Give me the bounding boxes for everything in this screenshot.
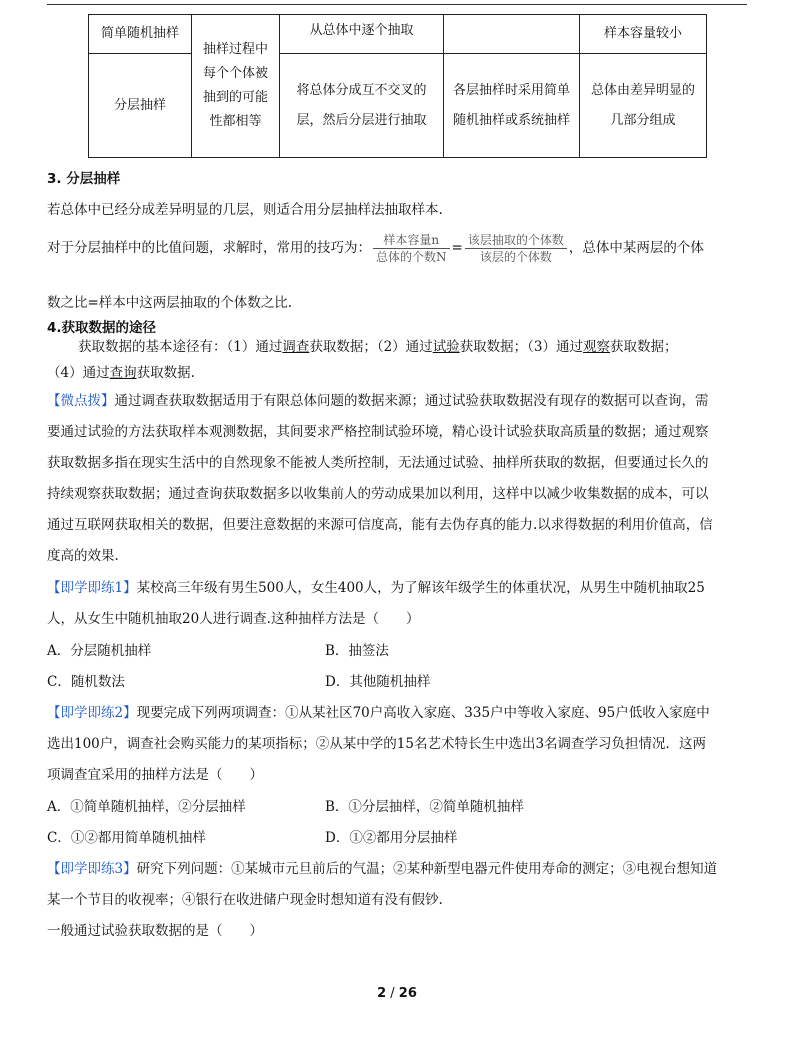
fraction-sample <box>373 232 450 265</box>
question-tag: 【即学即练1】 <box>47 580 137 596</box>
fraction-denominator: 该层的个体数 <box>479 250 552 264</box>
fraction-numerator: 样本容量n <box>373 232 450 249</box>
fraction-denominator: 总体的个数N <box>376 250 447 264</box>
text: 通过调查获取数据适用于有限总体问题的数据来源；通过试验获取数据没有现存的数据可以查询，需 <box>114 393 709 409</box>
question-1 <box>47 576 747 596</box>
text: 获取数据；（2）通过 <box>309 339 433 355</box>
question-tag: 【即学即练3】 <box>47 861 137 877</box>
text: 获取数据. <box>136 365 195 381</box>
fraction-numerator: 该层抽取的个体数 <box>465 232 567 249</box>
table-cell: 分层抽样 <box>89 54 192 158</box>
table-cell: 将总体分成互不交叉的层，然后分层进行抽取 <box>280 54 444 158</box>
tip-line: 持续观察获取数据；通过查询获取数据多以收集前人的劳动成果加以利用，这样中以减少收集数据的成本，可以 <box>47 486 709 502</box>
paragraph <box>78 335 778 355</box>
question-3 <box>47 857 747 877</box>
option-a[interactable]: A．分层随机抽样 <box>47 643 152 659</box>
option-b[interactable]: B．①分层抽样，②简单随机抽样 <box>325 799 524 815</box>
current-page: 2 <box>377 986 387 1001</box>
tip-line: 度高的效果. <box>47 548 119 564</box>
table-cell: 简单随机抽样 <box>89 15 192 54</box>
page-number <box>0 986 794 1001</box>
table-cell: 样本容量较小 <box>580 15 707 54</box>
option-d[interactable]: D．其他随机抽样 <box>325 674 431 690</box>
text: 获取数据；（3）通过 <box>459 339 584 355</box>
text: 现要完成下列两项调查：①从某社区70户高收入家庭、335户中等收入家庭、95户低收入家庭中 <box>136 705 710 721</box>
tip-line <box>47 389 747 409</box>
table-cell: 总体由差异明显的几部分组成 <box>580 54 707 158</box>
question-line: 某一个节目的收视率；④银行在收进储户现金时想知道有没有假钞. <box>47 892 443 908</box>
text: 对于分层抽样中的比值问题，求解时，常用的技巧为： <box>47 240 371 256</box>
tip-line: 通过互联网获取相关的数据，但要注意数据的来源可信度高，能有去伪存真的能力.以求得数据的利用价值高，信 <box>47 517 713 533</box>
paragraph <box>47 361 747 381</box>
tip-line: 要通过试验的方法获取样本观测数据，其间要求严格控制试验环境，精心设计试验获取高质量的数据；通过观察 <box>47 424 709 440</box>
section-heading-3: 3. 分层抽样 <box>47 171 121 187</box>
fraction-layer <box>465 232 567 265</box>
table-row <box>89 15 707 54</box>
question-2 <box>47 701 747 721</box>
paragraph: 数之比=样本中这两层抽取的个体数之比. <box>47 295 293 311</box>
question-line: 项调查宜采用的抽样方法是（ ） <box>47 767 263 783</box>
underlined-term: 调查 <box>282 339 310 355</box>
text: 研究下列问题：①某城市元旦前后的气温；②某种新型电器元件使用寿命的测定；③电视台想知道 <box>136 861 718 877</box>
tip-line: 获取数据多指在现实生活中的自然现象不能被人类所控制，无法通过试验、抽样所获取的数据，但要通过长久的 <box>47 455 709 471</box>
option-c[interactable]: C．①②都用简单随机抽样 <box>47 830 206 846</box>
text: 某校高三年级有男生500人，女生400人，为了解该年级学生的体重状况，从男生中随机抽取25 <box>136 580 705 596</box>
header-rule <box>47 4 747 5</box>
option-c[interactable]: C．随机数法 <box>47 674 125 690</box>
table-cell-merged: 抽样过程中每个个体被抽到的可能性都相等 <box>192 15 280 158</box>
ratio-paragraph <box>47 232 747 265</box>
underlined-term: 查询 <box>109 365 137 381</box>
question-line: 选出100户，调查社会购买能力的某项指标；②从某中学的15名艺术特长生中选出3名调查学习负担情况．这两 <box>47 736 707 752</box>
text: （4）通过 <box>47 365 110 381</box>
text: 获取数据的基本途径有：（1）通过 <box>78 339 283 355</box>
page-separator: / <box>386 986 399 1001</box>
equals-sign: = <box>451 240 463 256</box>
section-heading-4: 4.获取数据的途径 <box>47 320 157 336</box>
table-row <box>89 54 707 158</box>
table-cell-empty <box>444 15 580 54</box>
underlined-term: 观察 <box>583 339 611 355</box>
total-pages: 26 <box>398 986 417 1001</box>
option-d[interactable]: D．①②都用分层抽样 <box>325 830 458 846</box>
text: 获取数据； <box>610 339 678 355</box>
text: ，总体中某两层的个体 <box>568 240 704 256</box>
tip-tag: 【微点拨】 <box>47 393 115 409</box>
question-line: 人，从女生中随机抽取20人进行调查.这种抽样方法是（ ） <box>47 611 420 627</box>
underlined-term: 试验 <box>432 339 460 355</box>
question-tag: 【即学即练2】 <box>47 705 137 721</box>
option-b[interactable]: B．抽签法 <box>325 643 389 659</box>
table-cell: 各层抽样时采用简单随机抽样或系统抽样 <box>444 54 580 158</box>
question-line: 一般通过试验获取数据的是（ ） <box>47 923 263 939</box>
table-cell: 从总体中逐个抽取 <box>280 15 444 54</box>
paragraph: 若总体中已经分成差异明显的几层，则适合用分层抽样法抽取样本. <box>47 202 443 218</box>
sampling-comparison-table <box>88 14 707 158</box>
option-a[interactable]: A．①简单随机抽样，②分层抽样 <box>47 799 246 815</box>
